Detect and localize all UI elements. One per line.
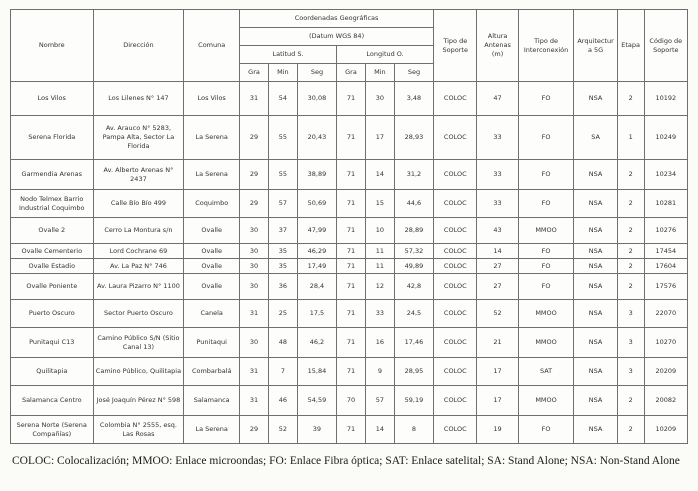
cell-lat-seg: 39 [297,416,336,444]
table-row [11,160,688,190]
cell-arquitectura-5g: NSA [574,300,617,328]
cell-tipo-soporte: COLOC [434,190,477,218]
cell-lat-seg: 50,69 [297,190,336,218]
cell-tipo-interconexion: FO [518,244,574,259]
cell-comuna: Ovalle [184,244,240,259]
col-header-datum: (Datum WGS 84) [240,28,434,46]
cell-lon-seg: 17,46 [394,328,433,358]
table-row [11,300,688,328]
cell-lat-gra: 30 [240,259,269,274]
cell-tipo-interconexion: FO [518,116,574,160]
cell-tipo-soporte: COLOC [434,218,477,244]
col-header-lon-gra: Gra [337,64,366,82]
cell-lat-seg: 47,99 [297,218,336,244]
cell-direccion: Colombia N° 2555, esq. Las Rosas [93,416,184,444]
cell-lon-seg: 8 [394,416,433,444]
cell-comuna: Combarbalá [184,358,240,386]
cell-lon-min: 30 [365,82,394,116]
cell-lon-gra: 71 [337,190,366,218]
cell-lon-min: 14 [365,416,394,444]
cell-tipo-interconexion: FO [518,160,574,190]
cell-tipo-soporte: COLOC [434,116,477,160]
col-header-tipo-soporte: Tipo de Soporte [434,10,477,82]
cell-tipo-soporte: COLOC [434,328,477,358]
table-row [11,259,688,274]
cell-codigo-soporte: 17454 [644,244,687,259]
col-header-comuna: Comuna [184,10,240,82]
table-row [11,116,688,160]
cell-altura-antenas: 21 [477,328,518,358]
cell-tipo-interconexion: MMOO [518,386,574,416]
cell-lat-seg: 46,2 [297,328,336,358]
cell-lon-min: 9 [365,358,394,386]
cell-lat-seg: 38,89 [297,160,336,190]
cell-tipo-soporte: COLOC [434,358,477,386]
cell-altura-antenas: 27 [477,259,518,274]
cell-lat-gra: 29 [240,416,269,444]
cell-direccion: Calle Bío Bío 499 [93,190,184,218]
header-row-1 [11,10,688,28]
cell-direccion: Camino Público S/N (Sitio Canal 13) [93,328,184,358]
cell-etapa: 2 [617,386,644,416]
cell-lon-min: 10 [365,218,394,244]
col-header-lat-seg: Seg [297,64,336,82]
col-header-altura-antenas: Altura Antenas (m) [477,10,518,82]
cell-lon-seg: 57,32 [394,244,433,259]
cell-lat-seg: 54,59 [297,386,336,416]
cell-nombre: Los Vilos [11,82,94,116]
table-body [11,82,688,444]
table-row [11,244,688,259]
cell-lat-gra: 29 [240,190,269,218]
cell-lat-seg: 20,43 [297,116,336,160]
cell-lon-seg: 28,89 [394,218,433,244]
table-row [11,358,688,386]
cell-comuna: Los Vilos [184,82,240,116]
cell-lon-seg: 31,2 [394,160,433,190]
cell-direccion: Los Lilenes N° 147 [93,82,184,116]
cell-arquitectura-5g: NSA [574,358,617,386]
cell-tipo-soporte: COLOC [434,259,477,274]
col-header-direccion: Dirección [93,10,184,82]
cell-lat-min: 35 [268,259,297,274]
cell-altura-antenas: 33 [477,116,518,160]
cell-tipo-soporte: COLOC [434,82,477,116]
cell-lat-gra: 29 [240,160,269,190]
cell-nombre: Salamanca Centro [11,386,94,416]
cell-comuna: Ovalle [184,274,240,300]
cell-lat-min: 25 [268,300,297,328]
cell-arquitectura-5g: NSA [574,218,617,244]
cell-etapa: 3 [617,300,644,328]
cell-comuna: La Serena [184,160,240,190]
col-header-lon-seg: Seg [394,64,433,82]
cell-codigo-soporte: 10249 [644,116,687,160]
cell-lat-seg: 46,29 [297,244,336,259]
cell-nombre: Ovalle Poniente [11,274,94,300]
cell-lat-gra: 31 [240,386,269,416]
cell-lat-min: 37 [268,218,297,244]
cell-lat-seg: 17,49 [297,259,336,274]
table-header [11,10,688,82]
cell-lon-gra: 71 [337,416,366,444]
cell-arquitectura-5g: NSA [574,244,617,259]
col-header-arquitectura-5g: Arquitectura 5G [574,10,617,82]
cell-lat-seg: 28,4 [297,274,336,300]
cell-lat-min: 55 [268,160,297,190]
cell-arquitectura-5g: NSA [574,416,617,444]
cell-arquitectura-5g: NSA [574,328,617,358]
cell-direccion: Camino Público, Quilitapia [93,358,184,386]
cell-altura-antenas: 17 [477,358,518,386]
cell-lon-seg: 44,6 [394,190,433,218]
cell-altura-antenas: 33 [477,160,518,190]
cell-lat-gra: 30 [240,244,269,259]
cell-tipo-interconexion: SAT [518,358,574,386]
cell-altura-antenas: 52 [477,300,518,328]
cell-lon-min: 16 [365,328,394,358]
col-header-lat-min: Min [268,64,297,82]
cell-codigo-soporte: 10234 [644,160,687,190]
cell-nombre: Ovalle Cementerio [11,244,94,259]
cell-altura-antenas: 27 [477,274,518,300]
cell-etapa: 2 [617,274,644,300]
cell-tipo-interconexion: FO [518,416,574,444]
cell-lat-seg: 17,5 [297,300,336,328]
cell-tipo-interconexion: MMOO [518,300,574,328]
cell-comuna: Salamanca [184,386,240,416]
cell-codigo-soporte: 20082 [644,386,687,416]
cell-arquitectura-5g: NSA [574,386,617,416]
cell-lon-seg: 59,19 [394,386,433,416]
cell-etapa: 2 [617,218,644,244]
cell-altura-antenas: 17 [477,386,518,416]
cell-lon-gra: 71 [337,244,366,259]
cell-lat-gra: 30 [240,218,269,244]
cell-codigo-soporte: 10276 [644,218,687,244]
cell-tipo-interconexion: MMOO [518,218,574,244]
cell-direccion: José Joaquín Pérez N° 598 [93,386,184,416]
cell-lon-gra: 71 [337,116,366,160]
cell-direccion: Av. Alberto Arenas N° 2437 [93,160,184,190]
cell-altura-antenas: 19 [477,416,518,444]
cell-lon-seg: 24,5 [394,300,433,328]
col-header-interconexion: Tipo de Interconexión [518,10,574,82]
col-header-nombre: Nombre [11,10,94,82]
cell-lat-gra: 29 [240,116,269,160]
cell-lat-gra: 30 [240,274,269,300]
cell-lon-gra: 71 [337,82,366,116]
cell-codigo-soporte: 22070 [644,300,687,328]
cell-arquitectura-5g: NSA [574,160,617,190]
table-row [11,386,688,416]
col-header-longitud: Longitud O. [337,46,434,64]
table-row [11,190,688,218]
cell-lon-min: 17 [365,116,394,160]
cell-etapa: 1 [617,116,644,160]
cell-lon-gra: 71 [337,358,366,386]
cell-lat-min: 48 [268,328,297,358]
cell-lat-min: 36 [268,274,297,300]
cell-lon-gra: 71 [337,259,366,274]
cell-codigo-soporte: 10192 [644,82,687,116]
abbreviations-footnote: COLOC: Colocalización; MMOO: Enlace microondas; FO: Enlace Fibra óptica; SAT: Enlace satelital; SA: Stand Alone; NSA: Non-Stand Alone [12,455,680,467]
cell-nombre: Quilitapia [11,358,94,386]
cell-lon-gra: 71 [337,328,366,358]
cell-nombre: Ovalle 2 [11,218,94,244]
cell-direccion: Av. La Paz N° 746 [93,259,184,274]
cell-lon-min: 33 [365,300,394,328]
cell-tipo-soporte: COLOC [434,244,477,259]
cell-arquitectura-5g: NSA [574,259,617,274]
cell-codigo-soporte: 10270 [644,328,687,358]
cell-tipo-soporte: COLOC [434,416,477,444]
col-header-lat-gra: Gra [240,64,269,82]
cell-codigo-soporte: 17576 [644,274,687,300]
sites-table [10,9,688,444]
cell-lon-seg: 3,48 [394,82,433,116]
cell-lon-gra: 71 [337,160,366,190]
cell-nombre: Puerto Oscuro [11,300,94,328]
cell-lat-min: 57 [268,190,297,218]
col-header-etapa: Etapa [617,10,644,82]
cell-nombre: Nodo Telmex Barrio Industrial Coquimbo [11,190,94,218]
cell-etapa: 3 [617,358,644,386]
cell-etapa: 2 [617,259,644,274]
cell-lon-min: 14 [365,160,394,190]
cell-arquitectura-5g: SA [574,116,617,160]
cell-tipo-soporte: COLOC [434,386,477,416]
cell-lat-min: 35 [268,244,297,259]
cell-lat-min: 7 [268,358,297,386]
table-row [11,218,688,244]
cell-tipo-interconexion: FO [518,259,574,274]
cell-lon-seg: 28,95 [394,358,433,386]
cell-lat-min: 55 [268,116,297,160]
cell-lon-min: 15 [365,190,394,218]
cell-arquitectura-5g: NSA [574,82,617,116]
cell-nombre: Garmendia Arenas [11,160,94,190]
cell-codigo-soporte: 10281 [644,190,687,218]
cell-lat-gra: 31 [240,358,269,386]
cell-lon-gra: 71 [337,300,366,328]
cell-tipo-soporte: COLOC [434,274,477,300]
cell-etapa: 2 [617,160,644,190]
cell-lon-gra: 71 [337,274,366,300]
cell-lat-min: 46 [268,386,297,416]
cell-altura-antenas: 47 [477,82,518,116]
cell-direccion: Lord Cochrane 69 [93,244,184,259]
cell-lon-gra: 70 [337,386,366,416]
cell-nombre: Ovalle Estadio [11,259,94,274]
cell-tipo-soporte: COLOC [434,300,477,328]
cell-lon-seg: 28,93 [394,116,433,160]
cell-direccion: Cerro La Montura s/n [93,218,184,244]
cell-lon-min: 12 [365,274,394,300]
cell-lon-seg: 49,89 [394,259,433,274]
cell-codigo-soporte: 20209 [644,358,687,386]
cell-tipo-interconexion: FO [518,82,574,116]
table-row [11,416,688,444]
col-header-codigo-soporte: Código de Soporte [644,10,687,82]
cell-lon-seg: 42,8 [394,274,433,300]
cell-comuna: Canela [184,300,240,328]
cell-nombre: Serena Norte (Serena Compañías) [11,416,94,444]
cell-nombre: Punitaqui C13 [11,328,94,358]
table-row [11,328,688,358]
cell-etapa: 2 [617,244,644,259]
cell-etapa: 2 [617,416,644,444]
cell-direccion: Av. Laura Pizarro N° 1100 [93,274,184,300]
cell-lon-min: 11 [365,259,394,274]
cell-codigo-soporte: 10209 [644,416,687,444]
col-header-coordenadas: Coordenadas Geográficas [240,10,434,28]
cell-lat-min: 54 [268,82,297,116]
cell-etapa: 2 [617,190,644,218]
col-header-lon-min: Min [365,64,394,82]
cell-altura-antenas: 33 [477,190,518,218]
cell-lon-min: 11 [365,244,394,259]
cell-comuna: Coquimbo [184,190,240,218]
cell-lat-gra: 31 [240,300,269,328]
cell-direccion: Av. Arauco N° 5283, Pampa Alta, Sector La Florida [93,116,184,160]
cell-tipo-interconexion: MMOO [518,328,574,358]
cell-lat-seg: 15,84 [297,358,336,386]
cell-comuna: La Serena [184,416,240,444]
cell-comuna: Ovalle [184,218,240,244]
cell-direccion: Sector Puerto Oscuro [93,300,184,328]
cell-etapa: 3 [617,328,644,358]
cell-lat-gra: 30 [240,328,269,358]
cell-comuna: La Serena [184,116,240,160]
cell-tipo-soporte: COLOC [434,160,477,190]
cell-comuna: Ovalle [184,259,240,274]
cell-arquitectura-5g: NSA [574,190,617,218]
cell-codigo-soporte: 17604 [644,259,687,274]
cell-lat-min: 52 [268,416,297,444]
cell-tipo-interconexion: FO [518,190,574,218]
cell-tipo-interconexion: FO [518,274,574,300]
cell-nombre: Serena Florida [11,116,94,160]
table-row [11,274,688,300]
cell-altura-antenas: 14 [477,244,518,259]
cell-lon-min: 57 [365,386,394,416]
cell-arquitectura-5g: NSA [574,274,617,300]
cell-lat-gra: 31 [240,82,269,116]
cell-etapa: 2 [617,82,644,116]
cell-comuna: Punitaqui [184,328,240,358]
cell-lat-seg: 30,08 [297,82,336,116]
col-header-latitud: Latitud S. [240,46,337,64]
cell-lon-gra: 71 [337,218,366,244]
cell-altura-antenas: 43 [477,218,518,244]
table-row [11,82,688,116]
